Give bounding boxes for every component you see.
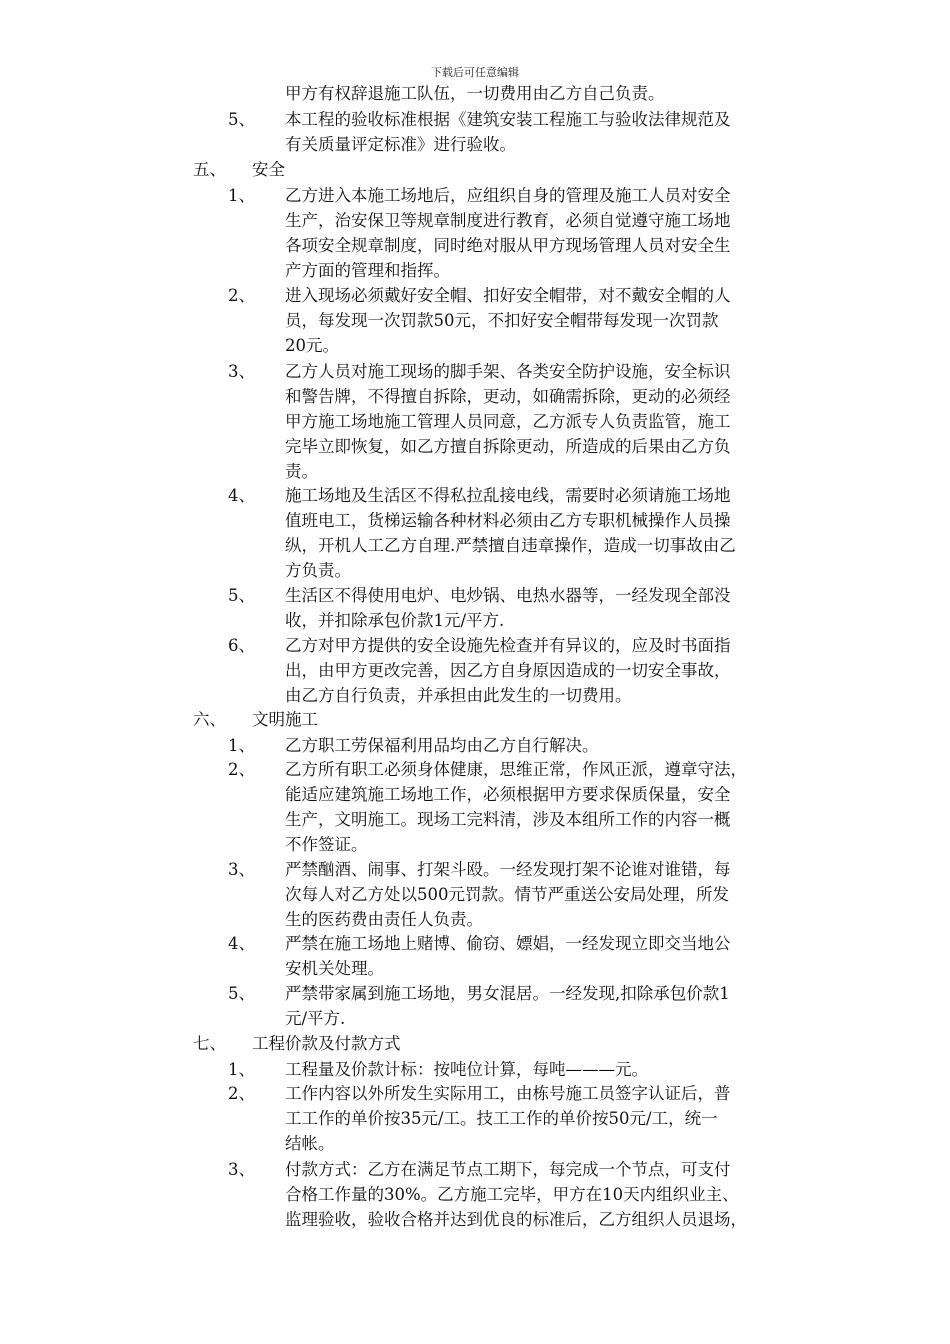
item-number: 4、 <box>228 934 255 953</box>
section-title: 文明施工 <box>252 710 318 729</box>
item-text-line: 乙方人员对施工现场的脚手架、各类安全防护设施，安全标识 <box>285 362 731 381</box>
item-text-line: 次每人对乙方处以500元罚款。情节严重送公安局处理，所发 <box>285 885 729 904</box>
item-text-line: 各项安全规章制度，同时绝对服从甲方现场管理人员对安全生 <box>285 236 731 255</box>
item-text-line: 生活区不得使用电炉、电炒锅、电热水器等，一经发现全部没 <box>285 586 731 605</box>
item-number: 5、 <box>228 586 255 605</box>
item-text-line: 完毕立即恢复，如乙方擅自拆除更动，所造成的后果由乙方负 <box>285 437 731 456</box>
item-text-line: 付款方式：乙方在满足节点工期下，每完成一个节点，可支付 <box>285 1160 731 1179</box>
page-header: 下载后可任意编辑 <box>431 66 519 79</box>
item-text-line: 收，并扣除承包价款1元/平方. <box>285 611 505 630</box>
item-text-line: 乙方对甲方提供的安全设施先检查并有异议的，应及时书面指 <box>285 636 731 655</box>
item-number: 3、 <box>228 1160 255 1179</box>
item-text-line: 不作签证。 <box>285 835 368 854</box>
item-text-line: 乙方职工劳保福利用品均由乙方自行解决。 <box>285 736 599 755</box>
item-text-line: 甲方施工场地施工管理人员同意，乙方派专人负责监管，施工 <box>285 412 731 431</box>
item-text-line: 监理验收，验收合格并达到优良的标准后，乙方组织人员退场， <box>285 1210 747 1229</box>
item-text-line: 严禁酗酒、闹事、打架斗殴。一经发现打架不论谁对谁错，每 <box>285 860 731 879</box>
item-text-line: 工程量及价款计标：按吨位计算，每吨———元。 <box>285 1060 648 1079</box>
item-text-line: 元/平方. <box>285 1009 346 1028</box>
item-text-line: 和警告牌，不得擅自拆除，更动，如确需拆除，更动的必须经 <box>285 387 731 406</box>
item-number: 5、 <box>228 984 255 1003</box>
item-text-line: 本工程的验收标准根据《建筑安装工程施工与验收法律规范及 <box>285 110 731 129</box>
item-text-line: 生的医药费由责任人负责。 <box>285 910 483 929</box>
item-text-line: 合格工作量的30%。乙方施工完毕，甲方在10天内组织业主、 <box>285 1185 739 1204</box>
item-text-line: 值班电工，货梯运输各种材料必须由乙方专职机械操作人员操 <box>285 511 731 530</box>
item-text-line: 乙方所有职工必须身体健康，思维正常，作风正派，遵章守法， <box>285 760 747 779</box>
item-text-line: 结帐。 <box>285 1134 335 1153</box>
item-text-line: 乙方进入本施工场地后，应组织自身的管理及施工人员对安全 <box>285 186 731 205</box>
item-number: 5、 <box>228 110 255 129</box>
item-number: 1、 <box>228 186 255 205</box>
item-text-line: 生产，文明施工。现场工完料清，涉及本组所工作的内容一概 <box>285 810 731 829</box>
item-text-line: 责。 <box>285 462 318 481</box>
item-number: 3、 <box>228 362 255 381</box>
item-number: 2、 <box>228 760 255 779</box>
item-number: 3、 <box>228 860 255 879</box>
item-text-line: 产方面的管理和指挥。 <box>285 261 450 280</box>
item-number: 4、 <box>228 486 255 505</box>
item-text-line: 方负责。 <box>285 561 351 580</box>
section-number: 七、 <box>193 1034 226 1053</box>
item-number: 1、 <box>228 736 255 755</box>
item-number: 6、 <box>228 636 255 655</box>
item-text-line: 由乙方自行负责，并承担由此发生的一切费用。 <box>285 686 632 705</box>
item-text-line: 施工场地及生活区不得私拉乱接电线，需要时必须请施工场地 <box>285 486 731 505</box>
item-text-line: 安机关处理。 <box>285 959 384 978</box>
item-text-line: 工工作的单价按35元/工。技工工作的单价按50元/工，统一 <box>285 1109 718 1128</box>
item-text-line: 严禁在施工场地上赌博、偷窃、嫖娼，一经发现立即交当地公 <box>285 934 731 953</box>
item-number: 1、 <box>228 1060 255 1079</box>
section-number: 五、 <box>193 160 226 179</box>
item-text-line: 纵，开机人工乙方自理.严禁擅自违章操作，造成一切事故由乙 <box>285 536 736 555</box>
item-number: 2、 <box>228 1084 255 1103</box>
item-text-line: 进入现场必须戴好安全帽、扣好安全帽带，对不戴安全帽的人 <box>285 286 731 305</box>
item-text-line: 20元。 <box>285 336 339 355</box>
item-text-line: 生产，治安保卫等规章制度进行教育，必须自觉遵守施工场地 <box>285 211 731 230</box>
section-number: 六、 <box>193 710 226 729</box>
section-title: 工程价款及付款方式 <box>252 1034 401 1053</box>
item-text-line: 严禁带家属到施工场地，男女混居。一经发现,扣除承包价款1 <box>285 984 730 1003</box>
item-text-line: 员，每发现一次罚款50元，不扣好安全帽带每发现一次罚款 <box>285 311 719 330</box>
item-text-line: 甲方有权辞退施工队伍，一切费用由乙方自己负责。 <box>285 84 665 103</box>
section-title: 安全 <box>252 160 285 179</box>
item-text-line: 出，由甲方更改完善，因乙方自身原因造成的一切安全事故， <box>285 661 731 680</box>
item-number: 2、 <box>228 286 255 305</box>
item-text-line: 能适应建筑施工场地工作，必须根据甲方要求保质保量，安全 <box>285 785 731 804</box>
item-text-line: 有关质量评定标准》进行验收。 <box>285 135 516 154</box>
item-text-line: 工作内容以外所发生实际用工，由栋号施工员签字认证后，普 <box>285 1084 731 1103</box>
